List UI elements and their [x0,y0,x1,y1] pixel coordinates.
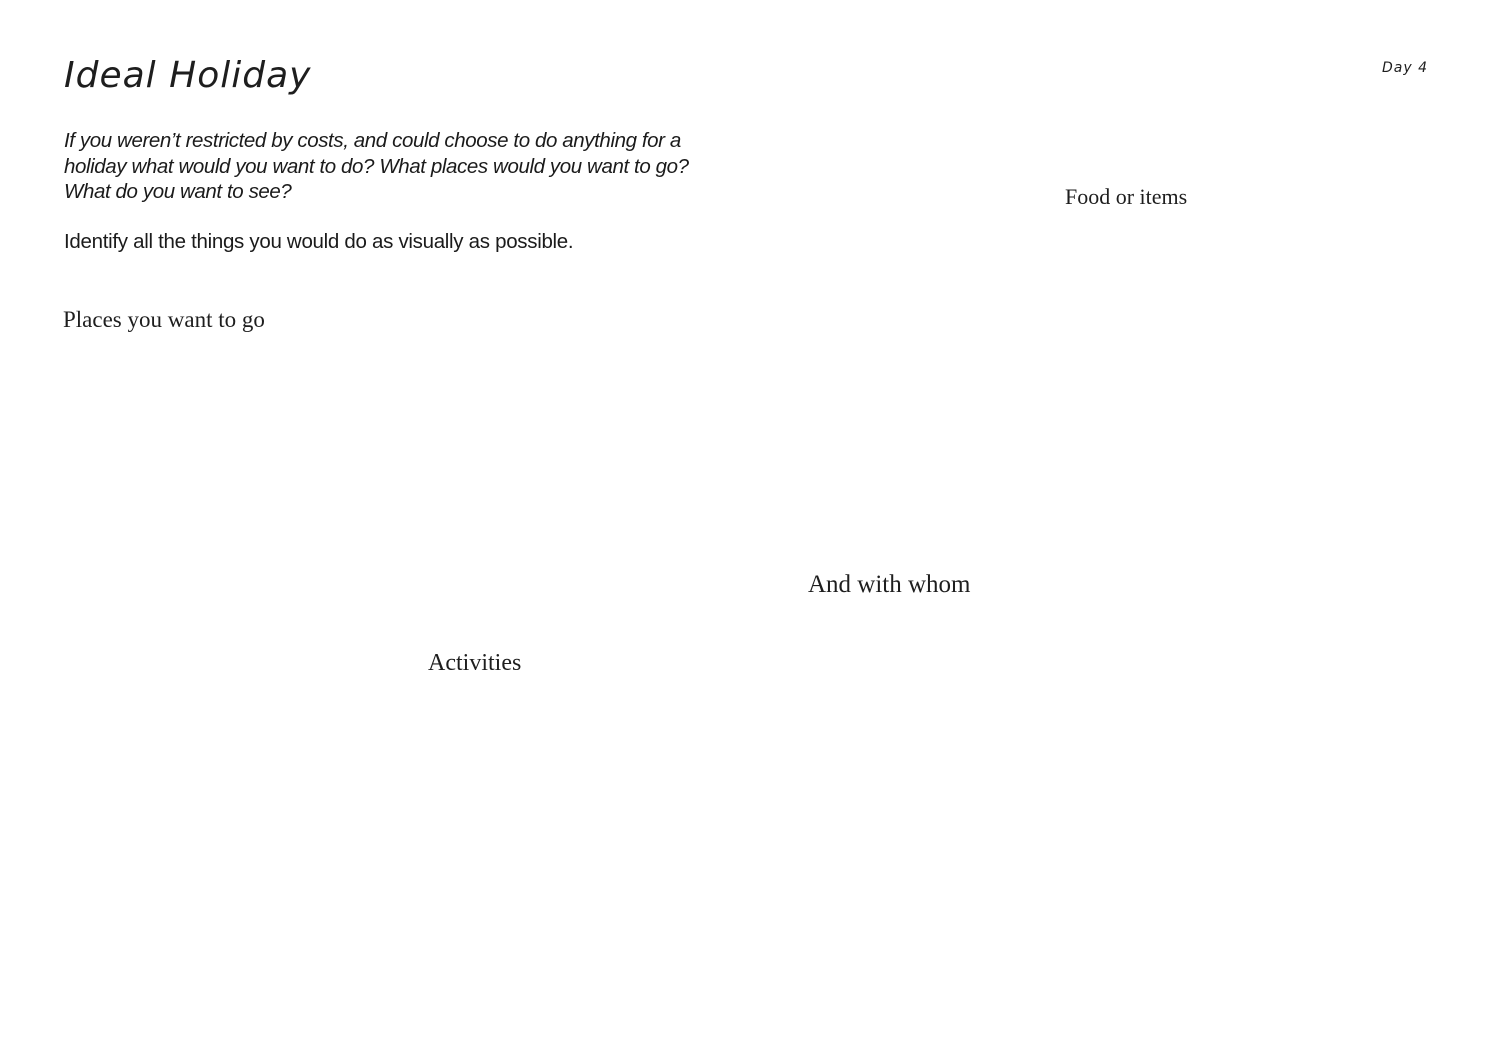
prompt-text: If you weren’t restricted by costs, and could choose to do anything for a holiday what would you want to do? What places would you want to go? What do you want to see? [64,129,689,203]
day-label: Day 4 [1381,60,1428,76]
page-title: Ideal Holiday [64,55,312,96]
section-label-activities: Activities [428,650,522,676]
section-label-places: Places you want to go [63,307,265,332]
instruction-text: Identify all the things you would do as visually as possible. [64,230,574,253]
section-label-food-or-items: Food or items [1065,184,1188,209]
section-label-with-whom: And with whom [808,571,971,598]
